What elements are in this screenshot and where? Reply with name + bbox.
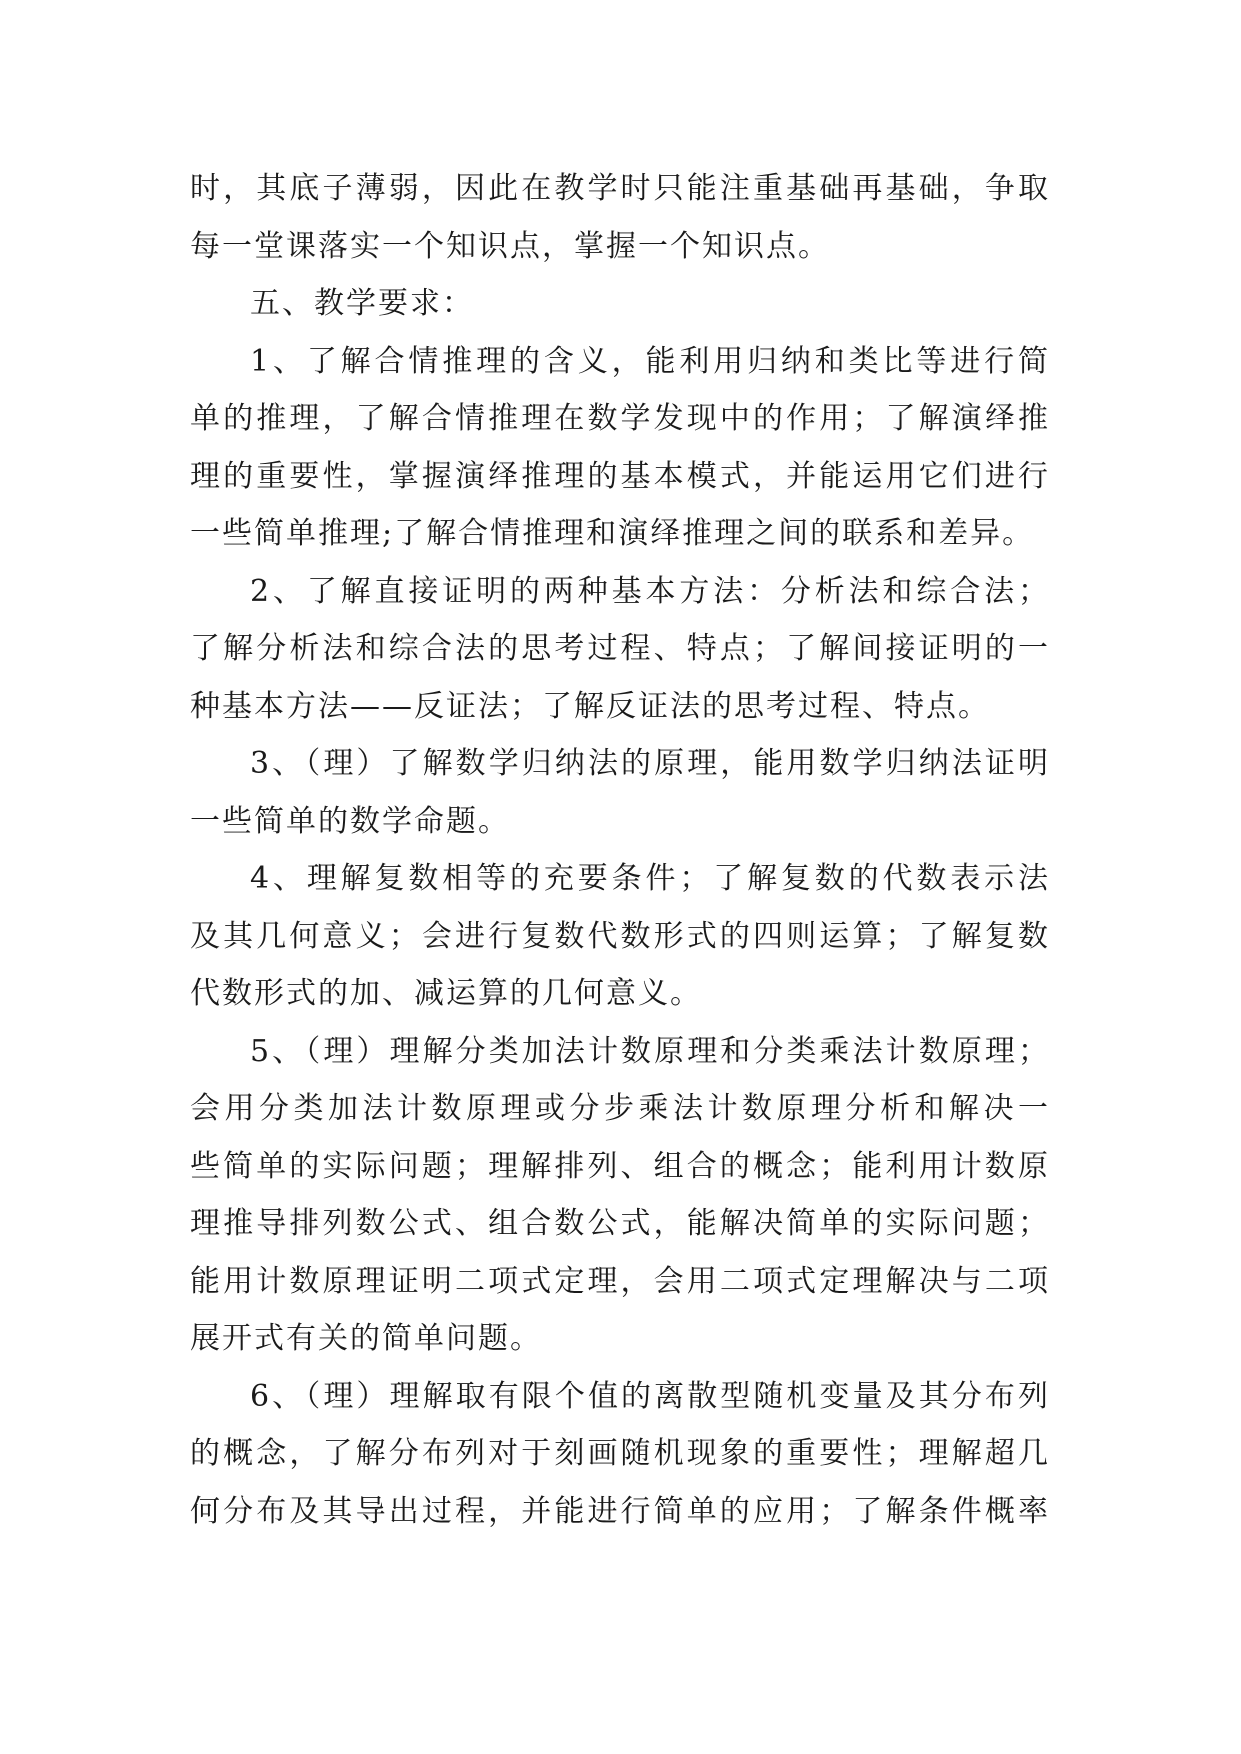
text-line: 及其几何意义；会进行复数代数形式的四则运算；了解复数 [190,918,1050,954]
paragraph-item-4 [190,850,1050,1023]
text-line: 4、理解复数相等的充要条件；了解复数的代数表示法 [250,861,1050,896]
text-line: 每一堂课落实一个知识点，掌握一个知识点。 [190,228,830,264]
text-line: 时，其底子薄弱，因此在教学时只能注重基础再基础，争取 [190,171,1050,206]
text-line: 3、（理）了解数学归纳法的原理，能用数学归纳法证明 [250,746,1050,781]
text-line: 何分布及其导出过程，并能进行简单的应用；了解条件概率 [190,1493,1050,1529]
text-line: 些简单的实际问题；理解排列、组合的概念；能利用计数原 [190,1148,1050,1184]
document-body [190,160,1050,1540]
paragraph-continuation [190,160,1050,275]
paragraph-item-6 [190,1368,1050,1541]
text-line: 1、了解合情推理的含义，能利用归纳和类比等进行简 [250,343,1050,379]
text-line: 了解分析法和综合法的思考过程、特点；了解间接证明的一 [190,631,1050,666]
text-line: 理的重要性，掌握演绎推理的基本模式，并能运用它们进行 [190,458,1050,494]
paragraph-item-5 [190,1023,1050,1368]
text-line: 会用分类加法计数原理或分步乘法计数原理分析和解决一 [190,1091,1050,1126]
paragraph-item-2 [190,563,1050,736]
text-line: 理推导排列数公式、组合数公式，能解决简单的实际问题； [190,1206,1050,1241]
text-line: 2、了解直接证明的两种基本方法：分析法和综合法； [250,573,1050,609]
paragraph-item-3 [190,735,1050,850]
text-line: 单的推理，了解合情推理在数学发现中的作用；了解演绎推 [190,401,1050,436]
text-line: 展开式有关的简单问题。 [190,1321,542,1356]
text-line: 5、（理）理解分类加法计数原理和分类乘法计数原理； [250,1033,1050,1069]
text-line: 种基本方法——反证法；了解反证法的思考过程、特点。 [190,688,990,724]
text-line: 能用计数原理证明二项式定理，会用二项式定理解决与二项 [190,1263,1050,1299]
section-heading [190,275,1050,333]
text-line: 6、（理）理解取有限个值的离散型随机变量及其分布列 [250,1378,1050,1414]
text-line: 代数形式的加、减运算的几何意义。 [190,976,702,1011]
text-line: 的概念，了解分布列对于刻画随机现象的重要性；理解超几 [190,1436,1050,1471]
text-line: 一些简单的数学命题。 [190,803,510,839]
paragraph-item-1 [190,333,1050,563]
heading-text: 五、教学要求： [250,286,474,321]
text-line: 一些简单推理;了解合情推理和演绎推理之间的联系和差异。 [190,516,1035,551]
